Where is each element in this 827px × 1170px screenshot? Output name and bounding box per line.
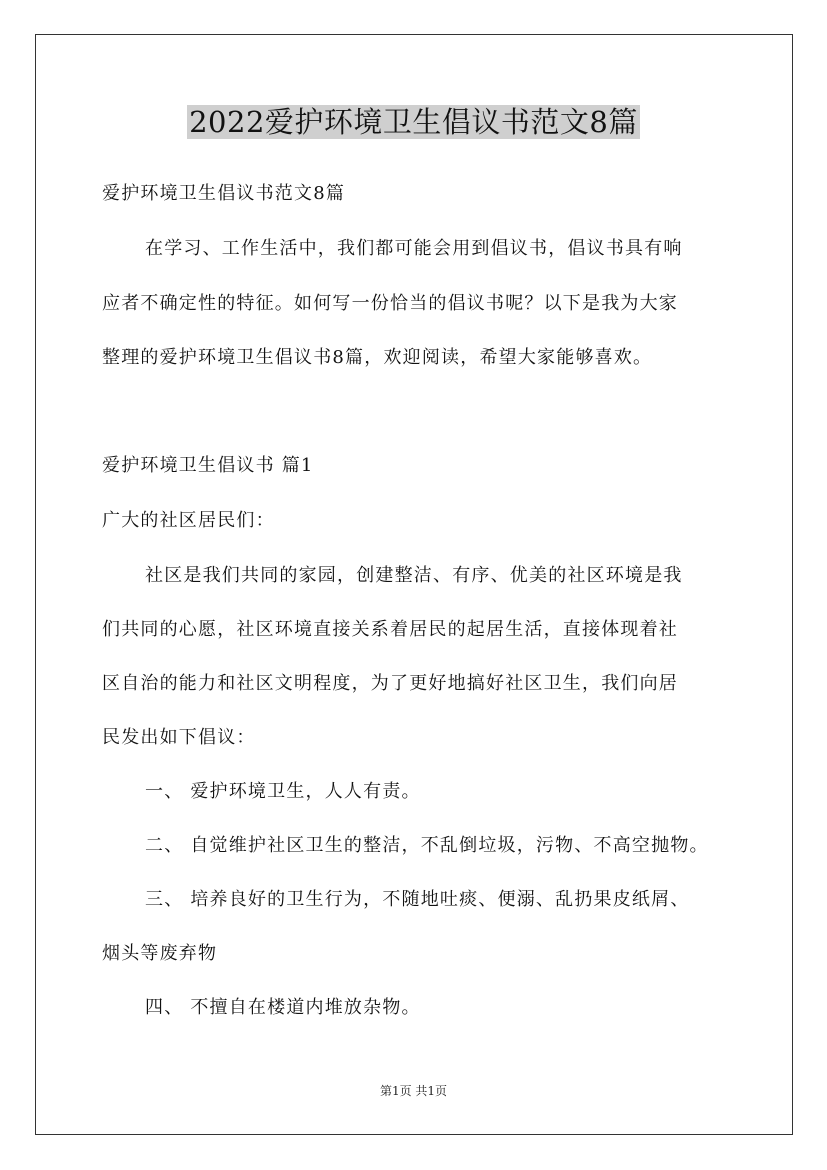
document-title (0, 102, 827, 142)
page-footer: 第1页 共1页 (379, 1084, 448, 1098)
list-item-3-continued: 烟头等废弃物 (102, 943, 218, 964)
document-title-text: 2022爱护环境卫生倡议书范文8篇 (189, 105, 638, 139)
intro-line-3: 整理的爱护环境卫生倡议书8篇，欢迎阅读，希望大家能够喜欢。 (102, 347, 653, 368)
list-item-2: 二、 自觉维护社区卫生的整洁，不乱倒垃圾，污物、不高空抛物。 (145, 835, 709, 856)
body-line-3: 区自治的能力和社区文明程度，为了更好地搞好社区卫生，我们向居 (102, 673, 678, 694)
body-line-1: 社区是我们共同的家园，创建整洁、有序、优美的社区环境是我 (145, 565, 683, 586)
document-subtitle: 爱护环境卫生倡议书范文8篇 (102, 183, 346, 204)
section-heading: 爱护环境卫生倡议书 篇1 (102, 455, 314, 476)
intro-line-1: 在学习、工作生活中，我们都可能会用到倡议书，倡议书具有响 (145, 238, 683, 259)
list-item-3: 三、 培养良好的卫生行为，不随地吐痰、便溺、乱扔果皮纸屑、 (145, 889, 690, 910)
body-line-4: 民发出如下倡议： (102, 727, 256, 748)
salutation: 广大的社区居民们： (102, 510, 275, 531)
body-line-2: 们共同的心愿，社区环境直接关系着居民的起居生活，直接体现着社 (102, 619, 678, 640)
list-item-1: 一、 爱护环境卫生，人人有责。 (145, 781, 421, 802)
list-item-4: 四、 不擅自在楼道内堆放杂物。 (145, 997, 421, 1018)
intro-line-2: 应者不确定性的特征。如何写一份恰当的倡议书呢？以下是我为大家 (102, 293, 678, 314)
